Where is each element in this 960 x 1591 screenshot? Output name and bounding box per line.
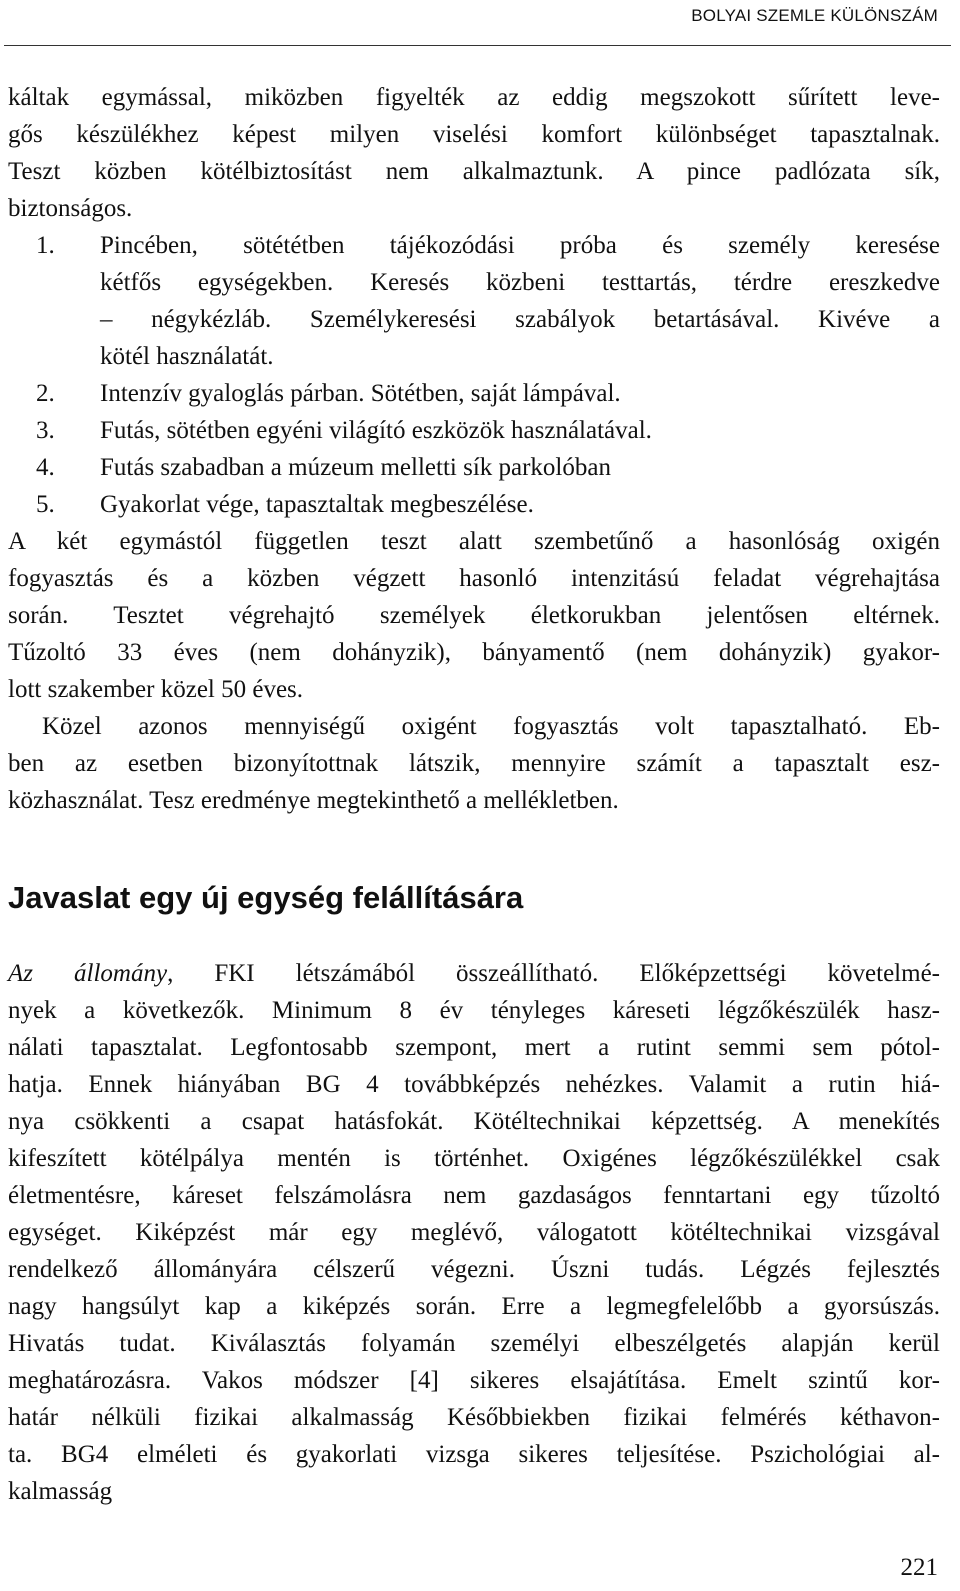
intro-line-1: káltak egymással, miközben figyelték az eddig megszokott sűrített leve- — [8, 84, 940, 111]
para2-line-3: közhasználat. Tesz eredménye megtekinthető a mellékletben. — [8, 787, 619, 814]
list-number-4: 4. — [36, 454, 55, 481]
para3-line-3: nálati tapasztalat. Legfontosabb szempont, mert a rutint semmi sem pótol- — [8, 1034, 940, 1061]
intro-line-3: Teszt közben kötélbiztosítást nem alkalmaztunk. A pince padlózata sík, — [8, 158, 940, 185]
running-header: BOLYAI SZEMLE KÜLÖNSZÁM — [691, 6, 938, 25]
para3-emphasis: Az állomány — [8, 960, 168, 987]
para1-line-5: lott szakember közel 50 éves. — [8, 676, 304, 703]
list-item-1-line-1: Pincében, sötététben tájékozódási próba és személy keresése — [100, 232, 940, 259]
para3-line-2: nyek a következők. Minimum 8 év tényleges káreseti légzőkészülék hasz- — [8, 997, 940, 1024]
para2-line-2: ben az esetben bizonyítottnak látszik, mennyire számít a tapasztalt esz- — [8, 750, 940, 777]
list-item-1-line-2: kétfős egységekben. Keresés közbeni testtartás, térdre ereszkedve — [100, 269, 940, 296]
para3-line-4: hatja. Ennek hiányában BG 4 továbbképzés nehézkes. Valamit a rutin hiá- — [8, 1071, 940, 1098]
para3-line-10: nagy hangsúlyt kap a kiképzés során. Erre a legmegfelelőbb a gyorsúszás. — [8, 1293, 940, 1320]
para3-line-5: nya csökkenti a csapat hatásfokát. Kötéltechnikai képzettség. A menekítés — [8, 1108, 940, 1135]
section-heading: Javaslat egy új egység felállítására — [8, 880, 524, 915]
list-item-1-line-4: kötél használatát. — [100, 343, 274, 370]
list-number-2: 2. — [36, 380, 55, 407]
list-number-5: 5. — [36, 491, 55, 518]
list-item-2: Intenzív gyaloglás párban. Sötétben, saját lámpával. — [100, 380, 621, 407]
para3-line-1-rest: , FKI létszámából összeállítható. Előképzettségi követelmé- — [167, 960, 940, 987]
para1-line-4: Tűzoltó 33 éves (nem dohányzik), bányamentő (nem dohányzik) gyakor- — [8, 639, 940, 666]
para3-line-14: ta. BG4 elméleti és gyakorlati vizsga sikeres teljesítése. Pszichológiai al- — [8, 1441, 940, 1468]
list-item-3: Futás, sötétben egyéni világító eszközök használatával. — [100, 417, 652, 444]
para1-line-1: A két egymástól független teszt alatt szembetűnő a hasonlóság oxigén — [8, 528, 940, 555]
para3-line-13: határ nélküli fizikai alkalmasság Későbbiekben fizikai felmérés kéthavon- — [8, 1404, 940, 1431]
header-rule — [4, 45, 951, 46]
para2-line-1: Közel azonos mennyiségű oxigént fogyasztás volt tapasztalható. Eb- — [42, 713, 940, 740]
list-item-5: Gyakorlat vége, tapasztaltak megbeszélése. — [100, 491, 534, 518]
para3-line-1 — [8, 958, 940, 990]
intro-line-2: gős készülékhez képest milyen viselési komfort különbséget tapasztalnak. — [8, 121, 940, 148]
para3-line-9: rendelkező állományára célszerű végezni. Úszni tudás. Légzés fejlesztés — [8, 1256, 940, 1283]
para3-line-15: kalmasság — [8, 1478, 113, 1505]
intro-line-4: biztonságos. — [8, 195, 133, 222]
para3-line-11: Hivatás tudat. Kiválasztás folyamán személyi elbeszélgetés alapján kerül — [8, 1330, 940, 1357]
para3-line-7: életmentésre, káreset felszámolásra nem gazdaságos fenntartani egy tűzoltó — [8, 1182, 940, 1209]
page-number: 221 — [900, 1554, 938, 1581]
para3-line-6: kifeszített kötélpálya mentén is történhet. Oxigénes légzőkészülékkel csak — [8, 1145, 940, 1172]
list-number-1: 1. — [36, 232, 55, 259]
para1-line-3: során. Tesztet végrehajtó személyek életkorukban jelentősen eltérnek. — [8, 602, 940, 629]
list-number-3: 3. — [36, 417, 55, 444]
para1-line-2: fogyasztás és a közben végzett hasonló intenzitású feladat végrehajtása — [8, 565, 940, 592]
list-item-4: Futás szabadban a múzeum melletti sík parkolóban — [100, 454, 611, 481]
para3-line-12: meghatározásra. Vakos módszer [4] sikeres elsajátítása. Emelt szintű kor- — [8, 1367, 940, 1394]
list-item-1-line-3: – négykézláb. Személykeresési szabályok betartásával. Kivéve a — [100, 306, 940, 333]
para3-line-8: egységet. Kiképzést már egy meglévő, válogatott kötéltechnikai vizsgával — [8, 1219, 940, 1246]
